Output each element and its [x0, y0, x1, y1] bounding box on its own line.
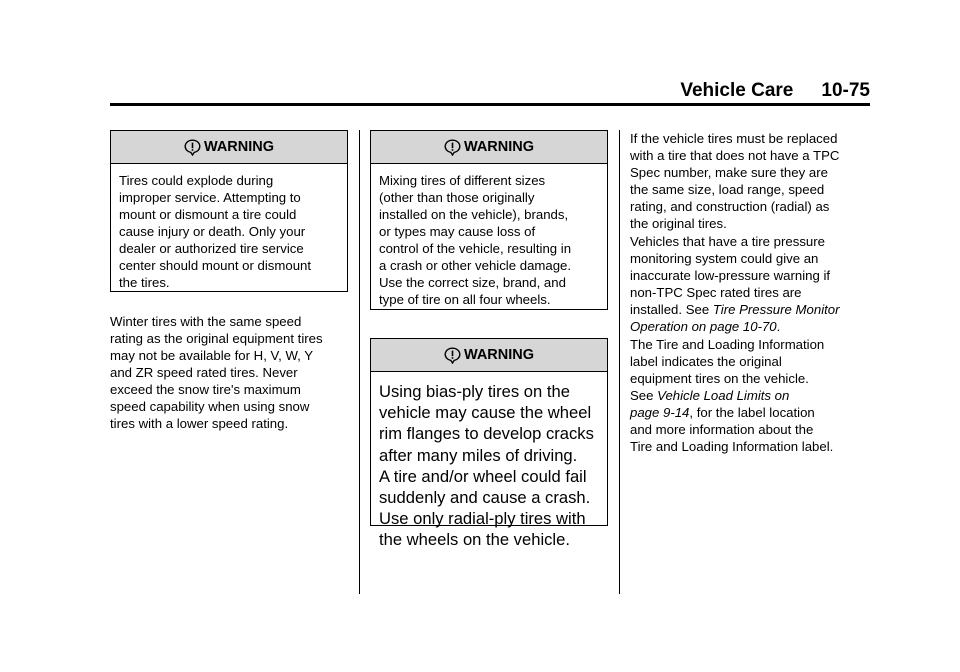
- cross-reference-link[interactable]: Operation on page 10-70: [630, 319, 777, 334]
- text-line: vehicle may cause the wheel: [379, 403, 592, 423]
- text-line: [630, 404, 875, 421]
- warning-header: [371, 339, 607, 372]
- text-line: [630, 318, 875, 335]
- text-line: [630, 387, 875, 404]
- running-header: [110, 80, 870, 102]
- text-line: or types may cause loss of: [379, 224, 536, 239]
- text-line: the wheels on the vehicle.: [379, 530, 570, 550]
- warning-box-explosion: [110, 130, 348, 292]
- text-line: after many miles of driving.: [379, 445, 578, 465]
- text-line: monitoring system could give an: [630, 251, 819, 266]
- exclamation-bubble-icon: [444, 139, 461, 156]
- warning-title: WARNING: [463, 139, 535, 155]
- text-line: Use only radial-ply tires with: [379, 509, 586, 529]
- text-line: mount or dismount a tire could: [119, 207, 297, 222]
- text-line: the original tires.: [630, 216, 727, 231]
- text-line: may not be available for H, V, W, Y: [110, 348, 314, 363]
- text-line: dealer or authorized tire service: [119, 241, 304, 256]
- text-line: rating as the original equipment tires: [110, 331, 323, 346]
- text-run: See: [630, 388, 658, 403]
- text-run: installed. See: [630, 302, 713, 317]
- text-line: Using bias-ply tires on the: [379, 382, 570, 401]
- text-line: equipment tires on the vehicle.: [630, 371, 809, 386]
- text-line: [630, 301, 875, 318]
- text-line: the tires.: [119, 275, 170, 290]
- text-line: the same size, load range, speed: [630, 182, 825, 197]
- winter-tires-paragraph: [110, 313, 355, 432]
- text-line: control of the vehicle, resulting in: [379, 241, 572, 256]
- text-line: with a tire that does not have a TPC: [630, 148, 840, 163]
- text-line: cause injury or death. Only your: [119, 224, 306, 239]
- text-line: Mixing tires of different sizes: [379, 173, 546, 188]
- warning-text: [371, 372, 607, 560]
- cross-reference-link[interactable]: page 9-14: [630, 405, 690, 420]
- warning-title: WARNING: [463, 347, 535, 363]
- text-line: improper service. Attempting to: [119, 190, 301, 205]
- text-line: inaccurate low-pressure warning if: [630, 268, 831, 283]
- exclamation-bubble-icon: [184, 139, 201, 156]
- text-line: Tire and Loading Information label.: [630, 439, 834, 454]
- text-line: If the vehicle tires must be replaced: [630, 131, 838, 146]
- text-run: .: [776, 319, 781, 334]
- page-number: 10-75: [821, 80, 870, 101]
- text-line: tires with a lower speed rating.: [110, 416, 289, 431]
- text-line: installed on the vehicle), brands,: [379, 207, 569, 222]
- column-divider-2: [619, 130, 620, 594]
- text-line: suddenly and cause a crash.: [379, 488, 591, 508]
- warning-header: [371, 131, 607, 164]
- warning-box-bias-ply: [370, 338, 608, 550]
- warning-box-mixing-tires: [370, 130, 608, 310]
- text-line: label indicates the original: [630, 354, 782, 369]
- column-divider-1: [359, 130, 360, 594]
- loading-info-paragraph: [630, 336, 875, 455]
- cross-reference-link[interactable]: Tire Pressure Monitor: [712, 302, 840, 317]
- text-line: Tires could explode during: [119, 173, 274, 188]
- text-line: Winter tires with the same speed: [110, 314, 302, 329]
- text-line: rating, and construction (radial) as: [630, 199, 830, 214]
- text-line: Use the correct size, brand, and: [379, 275, 566, 290]
- text-line: type of tire on all four wheels.: [379, 292, 551, 307]
- text-line: a crash or other vehicle damage.: [379, 258, 572, 273]
- warning-text: [371, 164, 607, 317]
- text-line: A tire and/or wheel could fail: [379, 466, 587, 486]
- text-line: and ZR speed rated tires. Never: [110, 365, 298, 380]
- text-line: The Tire and Loading Information: [630, 337, 825, 352]
- replacement-tires-paragraph: [630, 130, 875, 232]
- text-line: (other than those originally: [379, 190, 535, 205]
- warning-text: [111, 164, 347, 300]
- warning-header: [111, 131, 347, 164]
- text-line: and more information about the: [630, 422, 814, 437]
- cross-reference-link[interactable]: Vehicle Load Limits on: [657, 388, 790, 403]
- section-title: Vehicle Care: [680, 80, 794, 101]
- warning-title: WARNING: [203, 139, 275, 155]
- exclamation-bubble-icon: [444, 347, 461, 364]
- text-run: , for the label location: [689, 405, 815, 420]
- text-line: Vehicles that have a tire pressure: [630, 234, 825, 249]
- tpms-paragraph: [630, 233, 875, 335]
- header-rule: [110, 103, 870, 106]
- text-line: Spec number, make sure they are: [630, 165, 828, 180]
- text-line: speed capability when using snow: [110, 399, 310, 414]
- text-line: exceed the snow tire's maximum: [110, 382, 301, 397]
- text-line: center should mount or dismount: [119, 258, 312, 273]
- text-line: rim flanges to develop cracks: [379, 424, 594, 444]
- text-line: non-TPC Spec rated tires are: [630, 285, 802, 300]
